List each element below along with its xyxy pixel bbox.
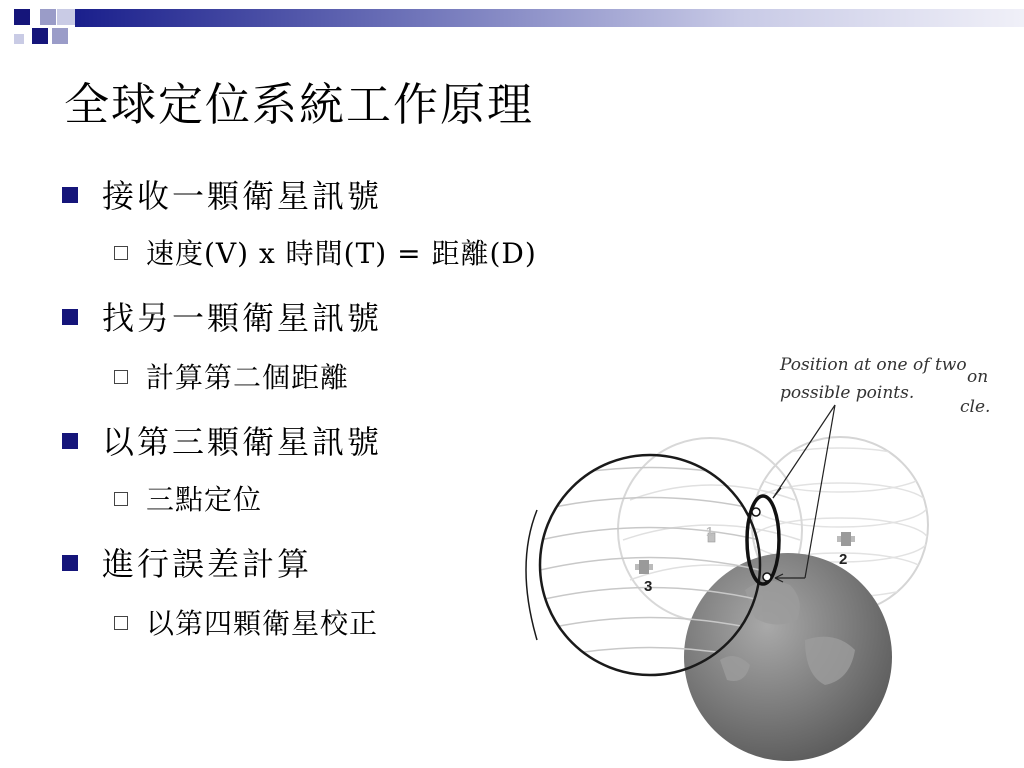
deco-square — [40, 9, 56, 25]
partial-sphere-arc — [526, 510, 537, 640]
slide-title: 全球定位系統工作原理 — [64, 78, 535, 131]
hollow-square-bullet-icon — [114, 616, 128, 630]
bullet-text: 進行誤差計算 — [102, 545, 313, 583]
figure-partial-text-2: cle. — [960, 397, 991, 417]
deco-square — [14, 9, 30, 25]
sub-bullet-text: 速度(V) x 時間(T) = 距離(D) — [146, 237, 537, 270]
deco-square — [14, 34, 24, 44]
satellite-icon-3 — [635, 560, 653, 574]
figure-caption-line-2: possible points. — [780, 383, 915, 403]
possible-point-2 — [763, 573, 771, 581]
square-bullet-icon — [62, 187, 78, 203]
deco-square — [32, 28, 48, 44]
earth-globe — [684, 553, 892, 761]
satellite-label-1: 1 — [706, 524, 714, 539]
trilateration-diagram — [505, 340, 1024, 768]
deco-square — [57, 9, 75, 25]
square-bullet-icon — [62, 433, 78, 449]
sub-bullet-text: 以第四顆衛星校正 — [146, 607, 379, 640]
sub-bullet-text: 計算第二個距離 — [146, 361, 350, 394]
header-gradient-bar — [75, 9, 1024, 27]
satellite-label-3: 3 — [644, 578, 653, 595]
hollow-square-bullet-icon — [114, 492, 128, 506]
square-bullet-icon — [62, 309, 78, 325]
bullet-text: 以第三顆衛星訊號 — [102, 423, 383, 461]
bullet-text: 找另一顆衛星訊號 — [102, 299, 383, 337]
satellite-label-2: 2 — [839, 551, 848, 568]
hollow-square-bullet-icon — [114, 370, 128, 384]
figure-caption-line-1: Position at one of two — [780, 355, 967, 375]
bullet-text: 接收一顆衛星訊號 — [102, 177, 383, 215]
deco-square — [52, 28, 68, 44]
hollow-square-bullet-icon — [114, 246, 128, 260]
gps-trilateration-figure — [505, 340, 1024, 768]
possible-point-1 — [752, 508, 760, 516]
square-bullet-icon — [62, 555, 78, 571]
satellite-icon-2 — [837, 532, 855, 546]
sub-bullet-text: 三點定位 — [146, 483, 263, 516]
figure-partial-text-1: on — [967, 367, 989, 387]
